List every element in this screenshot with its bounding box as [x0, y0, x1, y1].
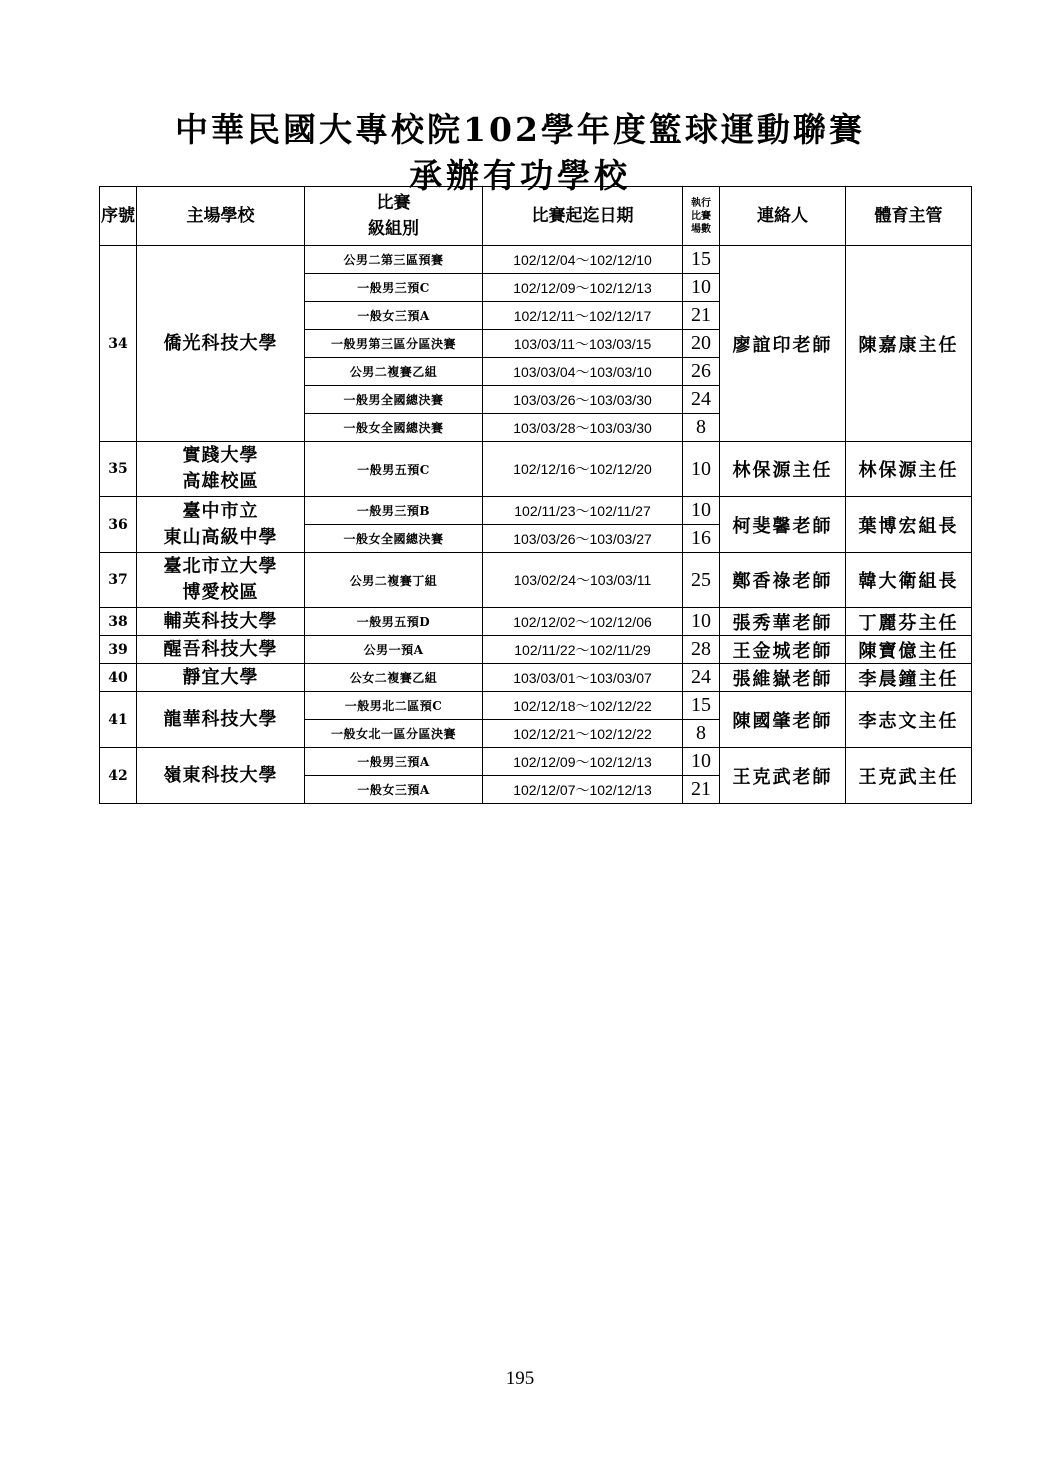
director-cell: 葉博宏組長 — [846, 497, 972, 553]
group-cell: 一般男三預B — [305, 497, 483, 525]
seq-cell: 34 — [100, 246, 137, 442]
group-cell: 公男二複賽丁組 — [305, 553, 483, 608]
header-group-line1: 比賽 — [376, 193, 411, 213]
schools-table — [99, 186, 972, 804]
group-cell: 一般男全國總決賽 — [305, 386, 483, 414]
seq-cell: 35 — [100, 442, 137, 497]
school-name-line: 靜宜大學 — [182, 666, 259, 688]
table-row — [100, 553, 972, 608]
date-cell: 103/03/01～103/03/07 — [483, 664, 683, 692]
header-count-line3: 場數 — [691, 223, 711, 235]
contact-cell: 廖誼印老師 — [720, 246, 846, 442]
contact-cell: 張秀華老師 — [720, 608, 846, 636]
group-cell: 一般男五預C — [305, 442, 483, 497]
seq-cell: 38 — [100, 608, 137, 636]
contact-cell: 柯斐馨老師 — [720, 497, 846, 553]
table-row — [100, 692, 972, 720]
date-cell: 102/11/22～102/11/29 — [483, 636, 683, 664]
header-school: 主場學校 — [137, 187, 305, 246]
date-cell: 103/03/28～103/03/30 — [483, 414, 683, 442]
seq-cell: 41 — [100, 692, 137, 748]
table-row — [100, 636, 972, 664]
header-group — [305, 187, 483, 246]
count-cell: 21 — [683, 302, 720, 330]
group-cell: 一般男三預A — [305, 748, 483, 776]
school-name-line: 臺中市立 — [182, 500, 259, 522]
date-cell: 102/12/09～102/12/13 — [483, 748, 683, 776]
seq-cell: 39 — [100, 636, 137, 664]
table-row — [100, 497, 972, 525]
count-cell: 10 — [683, 442, 720, 497]
director-cell: 李晨鐘主任 — [846, 664, 972, 692]
count-cell: 25 — [683, 553, 720, 608]
group-cell: 一般女三預A — [305, 302, 483, 330]
group-cell: 公男二第三區預賽 — [305, 246, 483, 274]
school-name-line: 東山高級中學 — [163, 526, 278, 548]
school-name-line: 高雄校區 — [182, 471, 259, 492]
school-name-line: 嶺東科技大學 — [163, 764, 278, 786]
header-count — [683, 187, 720, 246]
school-name-line: 輔英科技大學 — [163, 610, 278, 632]
school-cell — [137, 748, 305, 804]
header-date: 比賽起迄日期 — [483, 187, 683, 246]
school-name-line: 醒吾科技大學 — [163, 638, 278, 660]
table-row — [100, 748, 972, 776]
seq-cell: 37 — [100, 553, 137, 608]
date-cell: 102/12/16～102/12/20 — [483, 442, 683, 497]
count-cell: 8 — [683, 720, 720, 748]
school-cell — [137, 608, 305, 636]
count-cell: 10 — [683, 748, 720, 776]
school-name-line: 龍華科技大學 — [163, 708, 278, 730]
group-cell: 公男一預A — [305, 636, 483, 664]
school-name-line: 實踐大學 — [182, 445, 259, 466]
director-cell: 王克武主任 — [846, 748, 972, 804]
director-cell: 丁麗芬主任 — [846, 608, 972, 636]
header-seq: 序號 — [100, 187, 137, 246]
header-group-line2: 級組別 — [368, 219, 419, 239]
table-row — [100, 246, 972, 274]
school-cell — [137, 636, 305, 664]
count-cell: 16 — [683, 525, 720, 553]
group-cell: 一般女全國總決賽 — [305, 525, 483, 553]
count-cell: 24 — [683, 664, 720, 692]
group-cell: 公男二複賽乙組 — [305, 358, 483, 386]
date-cell: 102/12/07～102/12/13 — [483, 776, 683, 804]
table-row — [100, 664, 972, 692]
header-count-line1: 執行 — [691, 197, 711, 209]
contact-cell: 鄭香祿老師 — [720, 553, 846, 608]
header-director: 體育主管 — [846, 187, 972, 246]
director-cell: 韓大衛組長 — [846, 553, 972, 608]
date-cell: 103/03/26～103/03/30 — [483, 386, 683, 414]
group-cell: 一般男三預C — [305, 274, 483, 302]
table-row — [100, 442, 972, 497]
header-row — [100, 187, 972, 246]
count-cell: 20 — [683, 330, 720, 358]
school-cell — [137, 692, 305, 748]
group-cell: 一般女三預A — [305, 776, 483, 804]
director-cell: 林保源主任 — [846, 442, 972, 497]
director-cell: 陳嘉康主任 — [846, 246, 972, 442]
school-name-line: 博愛校區 — [182, 582, 259, 603]
count-cell: 10 — [683, 274, 720, 302]
date-cell: 102/12/04～102/12/10 — [483, 246, 683, 274]
seq-cell: 36 — [100, 497, 137, 553]
group-cell: 一般女全國總決賽 — [305, 414, 483, 442]
date-cell: 103/02/24～103/03/11 — [483, 553, 683, 608]
group-cell: 公女二複賽乙組 — [305, 664, 483, 692]
group-cell: 一般男北二區預C — [305, 692, 483, 720]
date-cell: 102/12/09～102/12/13 — [483, 274, 683, 302]
date-cell: 103/03/26～103/03/27 — [483, 525, 683, 553]
date-cell: 102/12/02～102/12/06 — [483, 608, 683, 636]
count-cell: 15 — [683, 246, 720, 274]
date-cell: 103/03/11～103/03/15 — [483, 330, 683, 358]
document-subtitle: 承辦有功學校 — [409, 156, 631, 195]
count-cell: 26 — [683, 358, 720, 386]
count-cell: 21 — [683, 776, 720, 804]
date-cell: 102/12/18～102/12/22 — [483, 692, 683, 720]
date-cell: 103/03/04～103/03/10 — [483, 358, 683, 386]
school-cell — [137, 664, 305, 692]
contact-cell: 張維嶽老師 — [720, 664, 846, 692]
school-name-line: 僑光科技大學 — [163, 332, 278, 354]
contact-cell: 王金城老師 — [720, 636, 846, 664]
count-cell: 15 — [683, 692, 720, 720]
count-cell: 24 — [683, 386, 720, 414]
school-name-line: 臺北市立大學 — [163, 556, 278, 577]
director-cell: 李志文主任 — [846, 692, 972, 748]
school-cell — [137, 246, 305, 442]
table-row — [100, 608, 972, 636]
count-cell: 10 — [683, 608, 720, 636]
seq-cell: 40 — [100, 664, 137, 692]
contact-cell: 王克武老師 — [720, 748, 846, 804]
count-cell: 28 — [683, 636, 720, 664]
date-cell: 102/11/23～102/11/27 — [483, 497, 683, 525]
school-cell — [137, 442, 305, 497]
header-contact: 連絡人 — [720, 187, 846, 246]
date-cell: 102/12/11～102/12/17 — [483, 302, 683, 330]
school-cell — [137, 497, 305, 553]
group-cell: 一般男第三區分區決賽 — [305, 330, 483, 358]
school-cell — [137, 553, 305, 608]
count-cell: 8 — [683, 414, 720, 442]
seq-cell: 42 — [100, 748, 137, 804]
group-cell: 一般女北一區分區決賽 — [305, 720, 483, 748]
page-number: 195 — [505, 1368, 535, 1389]
group-cell: 一般男五預D — [305, 608, 483, 636]
table-body — [100, 246, 972, 804]
director-cell: 陳寶億主任 — [846, 636, 972, 664]
contact-cell: 陳國肇老師 — [720, 692, 846, 748]
contact-cell: 林保源主任 — [720, 442, 846, 497]
count-cell: 10 — [683, 497, 720, 525]
document-title: 中華民國大專校院102學年度籃球運動聯賽 — [175, 110, 865, 149]
date-cell: 102/12/21～102/12/22 — [483, 720, 683, 748]
header-count-line2: 比賽 — [691, 210, 711, 222]
